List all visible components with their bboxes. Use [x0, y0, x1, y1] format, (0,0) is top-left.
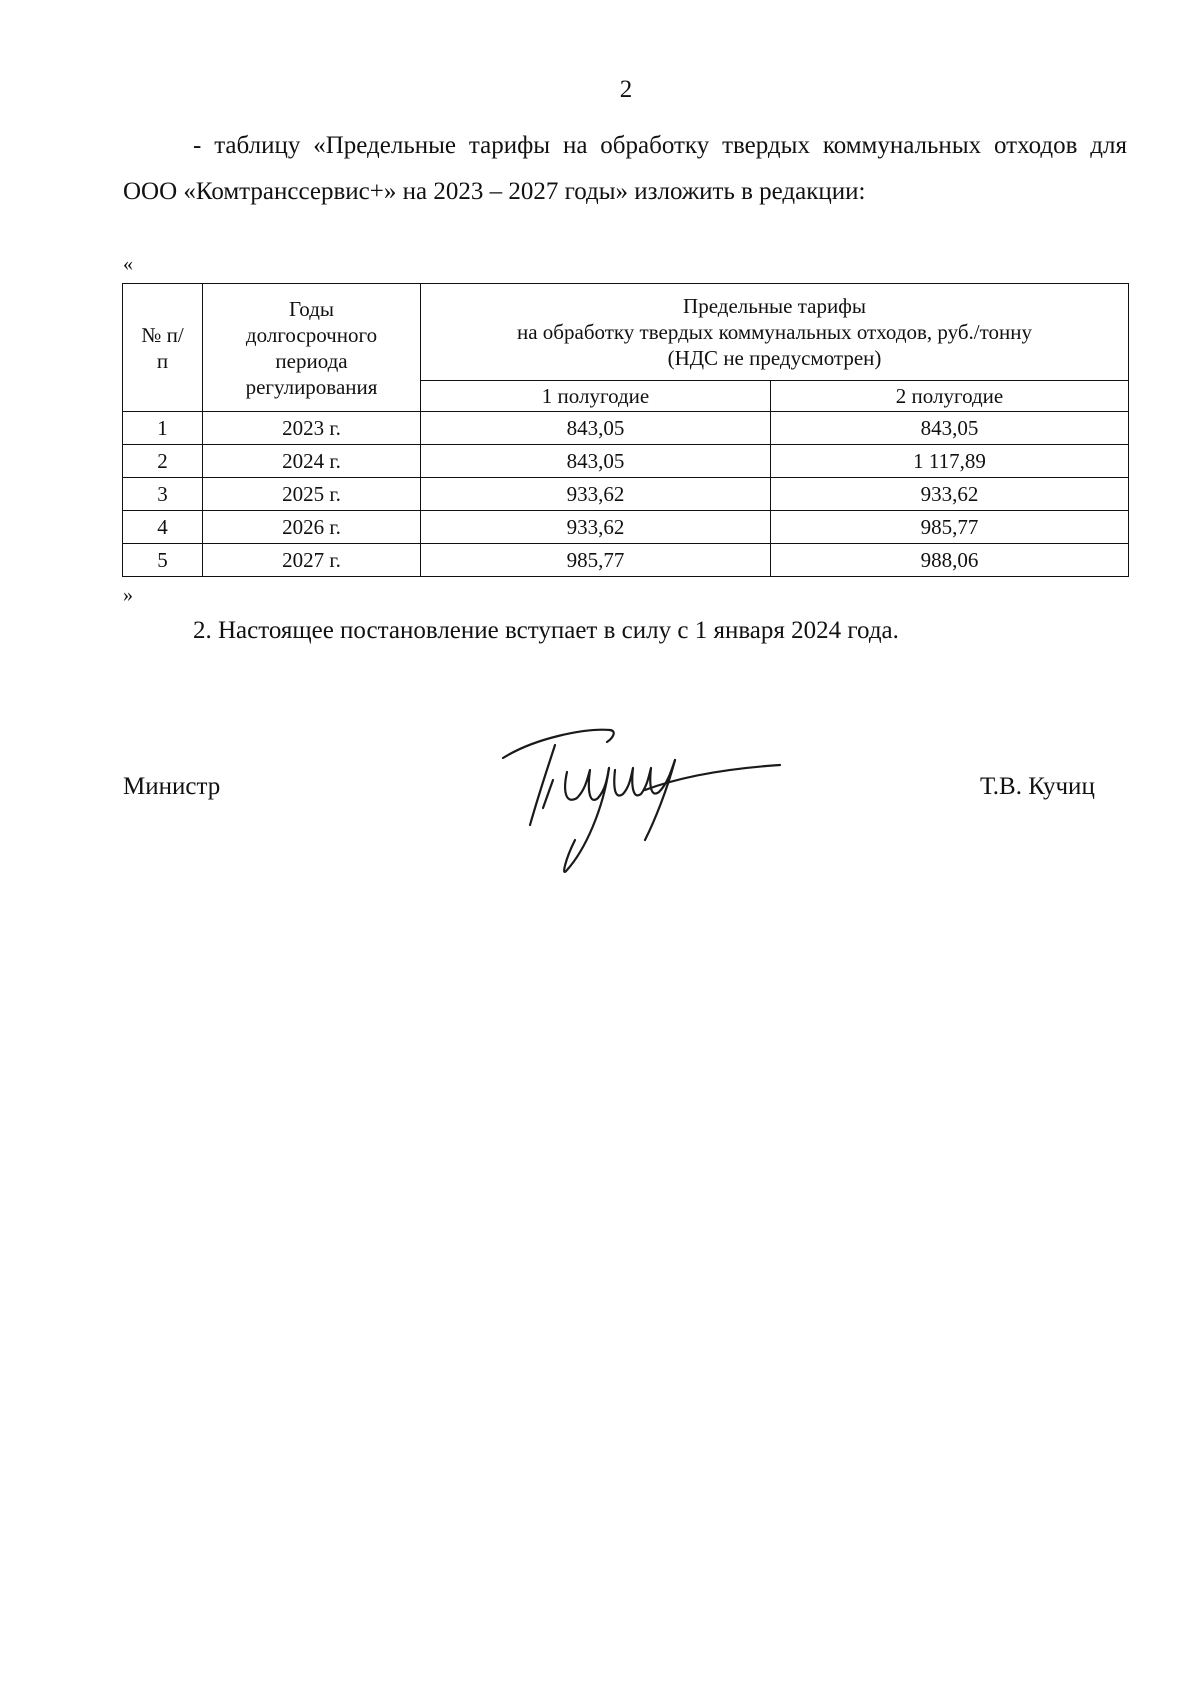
- table-header-row: [123, 284, 1129, 381]
- row-half-2: 933,62: [771, 478, 1129, 511]
- row-year: 2024 г.: [203, 445, 421, 478]
- minister-name: Т.В. Кучиц: [980, 773, 1095, 800]
- row-year: 2025 г.: [203, 478, 421, 511]
- intro-paragraph: - таблицу «Предельные тарифы на обработку твердых коммунальных отходов для ООО «Комтранссервис+» на 2023 – 2027 годы» изложить в редакции:: [123, 132, 1127, 205]
- row-half-1: 985,77: [421, 544, 771, 577]
- row-year: 2023 г.: [203, 412, 421, 445]
- row-num: 3: [123, 478, 203, 511]
- row-num: 1: [123, 412, 203, 445]
- row-half-2: 985,77: [771, 511, 1129, 544]
- row-num: 4: [123, 511, 203, 544]
- table-row: [123, 412, 1129, 445]
- row-year: 2026 г.: [203, 511, 421, 544]
- table-row: [123, 445, 1129, 478]
- table-row: [123, 544, 1129, 577]
- header-tariffs: [421, 284, 1129, 381]
- opening-quote: «: [123, 253, 133, 275]
- header-tariffs-line-1: Предельные тарифы: [683, 294, 866, 318]
- row-half-2: 843,05: [771, 412, 1129, 445]
- point-2-paragraph: 2. Настоящее постановление вступает в силу с 1 января 2024 года.: [193, 617, 899, 644]
- row-half-1: 933,62: [421, 478, 771, 511]
- row-half-2: 988,06: [771, 544, 1129, 577]
- row-half-1: 933,62: [421, 511, 771, 544]
- row-num: 5: [123, 544, 203, 577]
- row-half-2: 1 117,89: [771, 445, 1129, 478]
- row-half-1: 843,05: [421, 445, 771, 478]
- page-number: 2: [619, 76, 633, 103]
- header-tariffs-line-2: на обработку твердых коммунальных отходов, руб./тонну: [517, 320, 1033, 344]
- header-years: Годы долгосрочного периода регулирования: [203, 284, 421, 412]
- signature-image: [495, 720, 795, 880]
- tariffs-table: [122, 283, 1129, 577]
- table-row: [123, 478, 1129, 511]
- closing-quote: »: [123, 584, 133, 606]
- row-year: 2027 г.: [203, 544, 421, 577]
- header-tariffs-line-3: (НДС не предусмотрен): [667, 346, 882, 370]
- header-half-2: 2 полугодие: [771, 381, 1129, 412]
- minister-title: Министр: [123, 773, 221, 800]
- table-row: [123, 511, 1129, 544]
- header-half-1: 1 полугодие: [421, 381, 771, 412]
- header-num: № п/п: [123, 284, 203, 412]
- row-half-1: 843,05: [421, 412, 771, 445]
- row-num: 2: [123, 445, 203, 478]
